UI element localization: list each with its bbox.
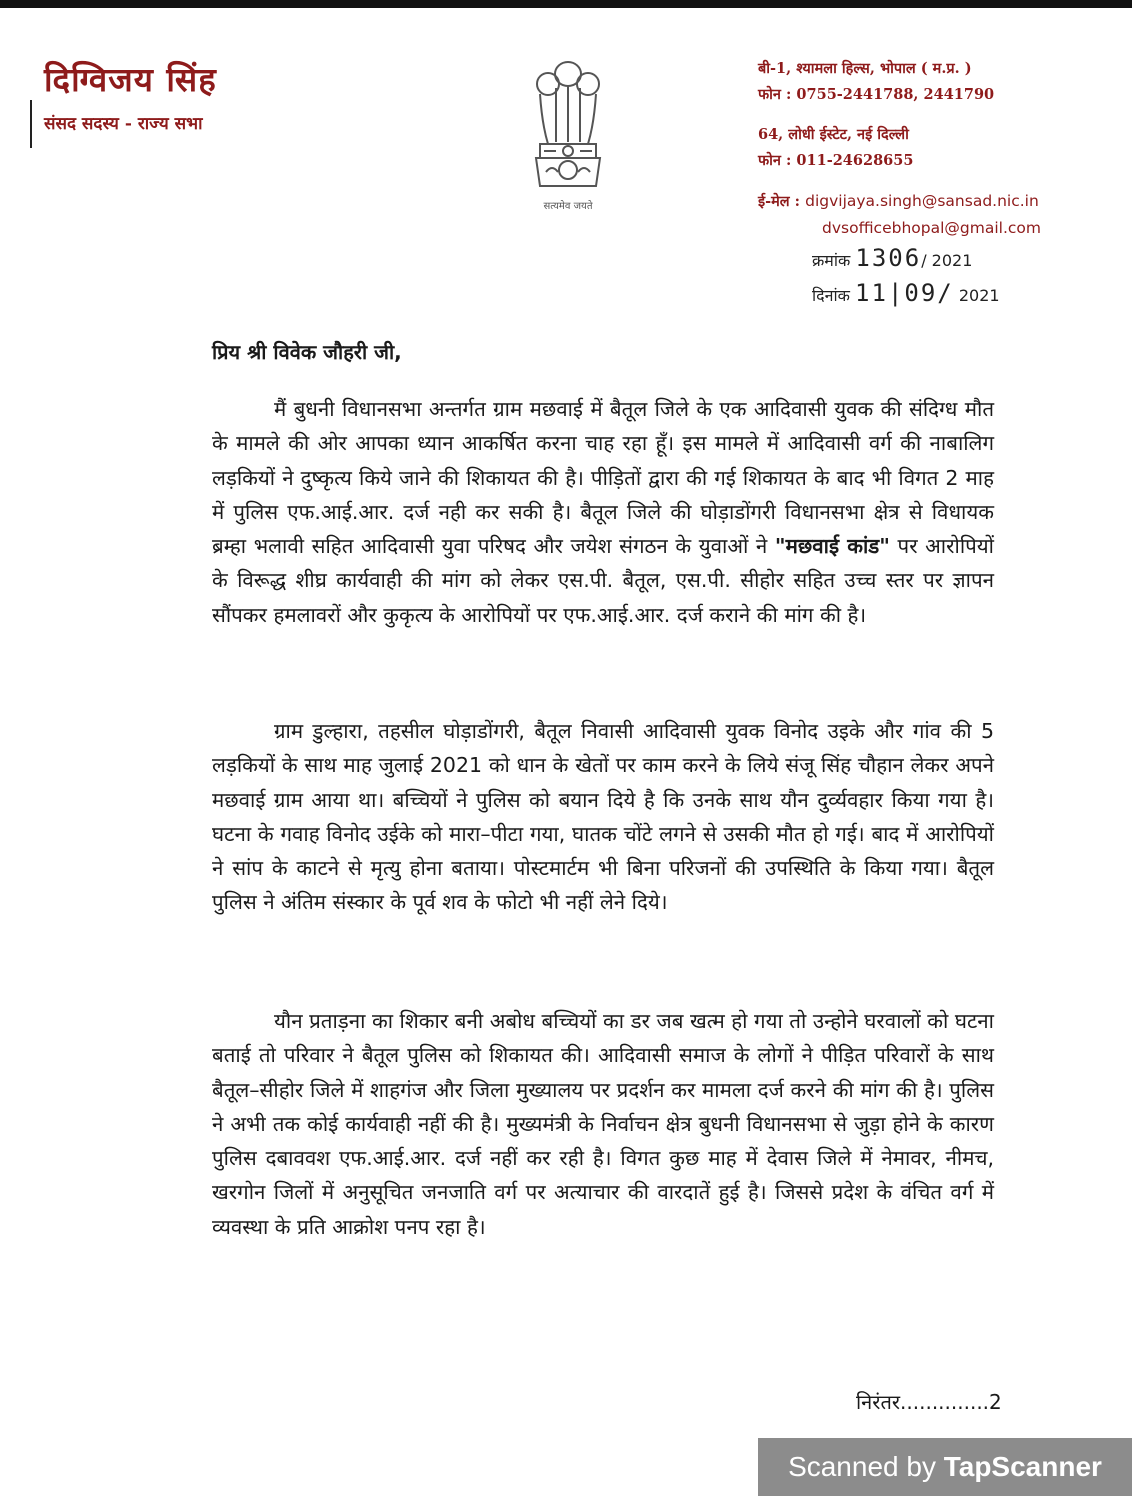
reference-date-label: दिनांक: [812, 286, 850, 305]
address-bhopal: बी-1, श्यामला हिल्स, भोपाल ( म.प्र. ): [758, 60, 972, 77]
watermark-brand: TapScanner: [943, 1451, 1102, 1482]
reference-number-year: / 2021: [921, 251, 973, 270]
email-primary: digvijaya.singh@sansad.nic.in: [805, 192, 1039, 210]
margin-pen-mark: [30, 100, 32, 148]
sender-name: दिग्विजय सिंह: [44, 60, 217, 99]
phone-delhi: फोन : 011-24628655: [758, 152, 914, 169]
paragraph-1-text-b: पर आरोपियों के विरूद्ध शीघ्र कार्यवाही की मांग को लेकर एस.पी. बैतूल, एस.पी. सीहोर सहित उच्च स्तर पर ज्ञापन सौंपकर हमलावरों और कुकृत्य के आरोपियों पर एफ.आई.आर. दर्ज कराने की मांग की है।: [212, 534, 994, 627]
reference-number-label: क्रमांक: [812, 251, 851, 270]
paragraph-1: [212, 392, 994, 632]
contact-block: [758, 56, 1041, 241]
paragraph-2: [212, 714, 994, 920]
email-label: ई-मेल :: [758, 193, 801, 210]
paragraph-2-text: ग्राम डुल्हारा, तहसील घोड़ाडोंगरी, बैतूल निवासी आदिवासी युवक विनोद उइके और गांव की 5 लड़कियों के साथ माह जुलाई 2021 को धान के खेतों पर काम करने के लिये संजू सिंह चौहान लेकर अपने मछवाई ग्राम आया था। बच्चियों ने पुलिस को बयान दिये है कि उनके साथ यौन दुर्व्यवहार किया गया है। घटना के गवाह विनोद उईके को मारा–पीटा गया, घातक चोंटे लगने से उसकी मौत हो गई। बाद में आरोपियों ने सांप के काटने से मृत्यु होना बताया। पोस्टमार्टम भी बिना परिजनों की उपस्थिति के किया गया। बैतूल पुलिस ने अंतिम संस्कार के पूर्व शव के फोटो भी नहीं लेने दिये।: [212, 719, 994, 915]
reference-date-year: 2021: [953, 286, 1000, 305]
reference-number-handwritten: 1306: [855, 244, 922, 272]
lion-capital-icon: [526, 54, 610, 196]
sender-block: [44, 56, 217, 134]
continued-marker: निरंतर..............2: [856, 1390, 1002, 1414]
paragraph-1-text-a: मैं बुधनी विधानसभा अन्तर्गत ग्राम मछवाई में बैतूल जिले के एक आदिवासी युवक की संदिग्ध मौत के मामले की ओर आपका ध्यान आकर्षित करना चाह रहा हूँ। इस मामले में आदिवासी वर्ग की नाबालिग लड़कियों ने दुष्कृत्य किये जाने की शिकायत की है। पीड़ितों द्वारा की गई शिकायत के बाद भी विगत 2 माह में पुलिस एफ.आई.आर. दर्ज नही कर सकी है। बैतूल जिले की घोड़ाडोंगरी विधानसभा क्षेत्र से विधायक ब्रम्हा भलावी सहित आदिवासी युवा परिषद और जयेश संगठन के युवाओं ने: [212, 397, 995, 559]
reference-number-row: [812, 242, 1000, 277]
emblem-motto: सत्यमेव जयते: [543, 201, 593, 212]
phone-bhopal: फोन : 0755-2441788, 2441790: [758, 86, 995, 103]
email-row: [758, 188, 1041, 215]
address-delhi: 64, लोधी ईस्टेट, नई दिल्ली: [758, 126, 909, 143]
reference-date-handwritten: 11|09/: [855, 279, 954, 307]
paragraph-3: [212, 1004, 994, 1244]
reference-block: [812, 242, 1000, 312]
paragraph-3-text: यौन प्रताड़ना का शिकार बनी अबोध बच्चियों का डर जब खत्म हो गया तो उन्होने घरवालों को घटना बताई तो परिवार ने बैतूल पुलिस को शिकायत की। आदिवासी समाज के लोगों ने पीड़ित परिवारों के साथ बैतूल–सीहोर जिले में शाहगंज और जिला मुख्यालय पर प्रदर्शन कर मामला दर्ज करने की मांग की है। पुलिस ने अभी तक कोई कार्यवाही नहीं की है। मुख्यमंत्री के निर्वाचन क्षेत्र बुधनी विधानसभा से जुड़ा होने के कारण पुलिस दबाववश एफ.आई.आर. दर्ज नहीं कर रही है। विगत कुछ माह में देवास जिले में नेमावर, नीमच, खरगोन जिलों में अनुसूचित जनजाति वर्ग पर अत्याचार की वारदातें हुई है। जिससे प्रदेश के वंचित वर्ग में व्यवस्था के प्रति आक्रोश पनप रहा है।: [212, 1009, 994, 1239]
national-emblem: [512, 54, 624, 212]
scan-top-edge: [0, 0, 1132, 8]
scanner-watermark: [758, 1438, 1132, 1496]
salutation: प्रिय श्री विवेक जौहरी जी,: [212, 340, 402, 364]
reference-date-row: [812, 277, 1000, 312]
sender-title: संसद सदस्य - राज्य सभा: [44, 114, 203, 134]
watermark-prefix: Scanned by: [788, 1451, 944, 1482]
email-secondary: dvsofficebhopal@gmail.com: [822, 219, 1041, 237]
paragraph-1-emphasis: "मछवाई कांड": [774, 534, 890, 559]
